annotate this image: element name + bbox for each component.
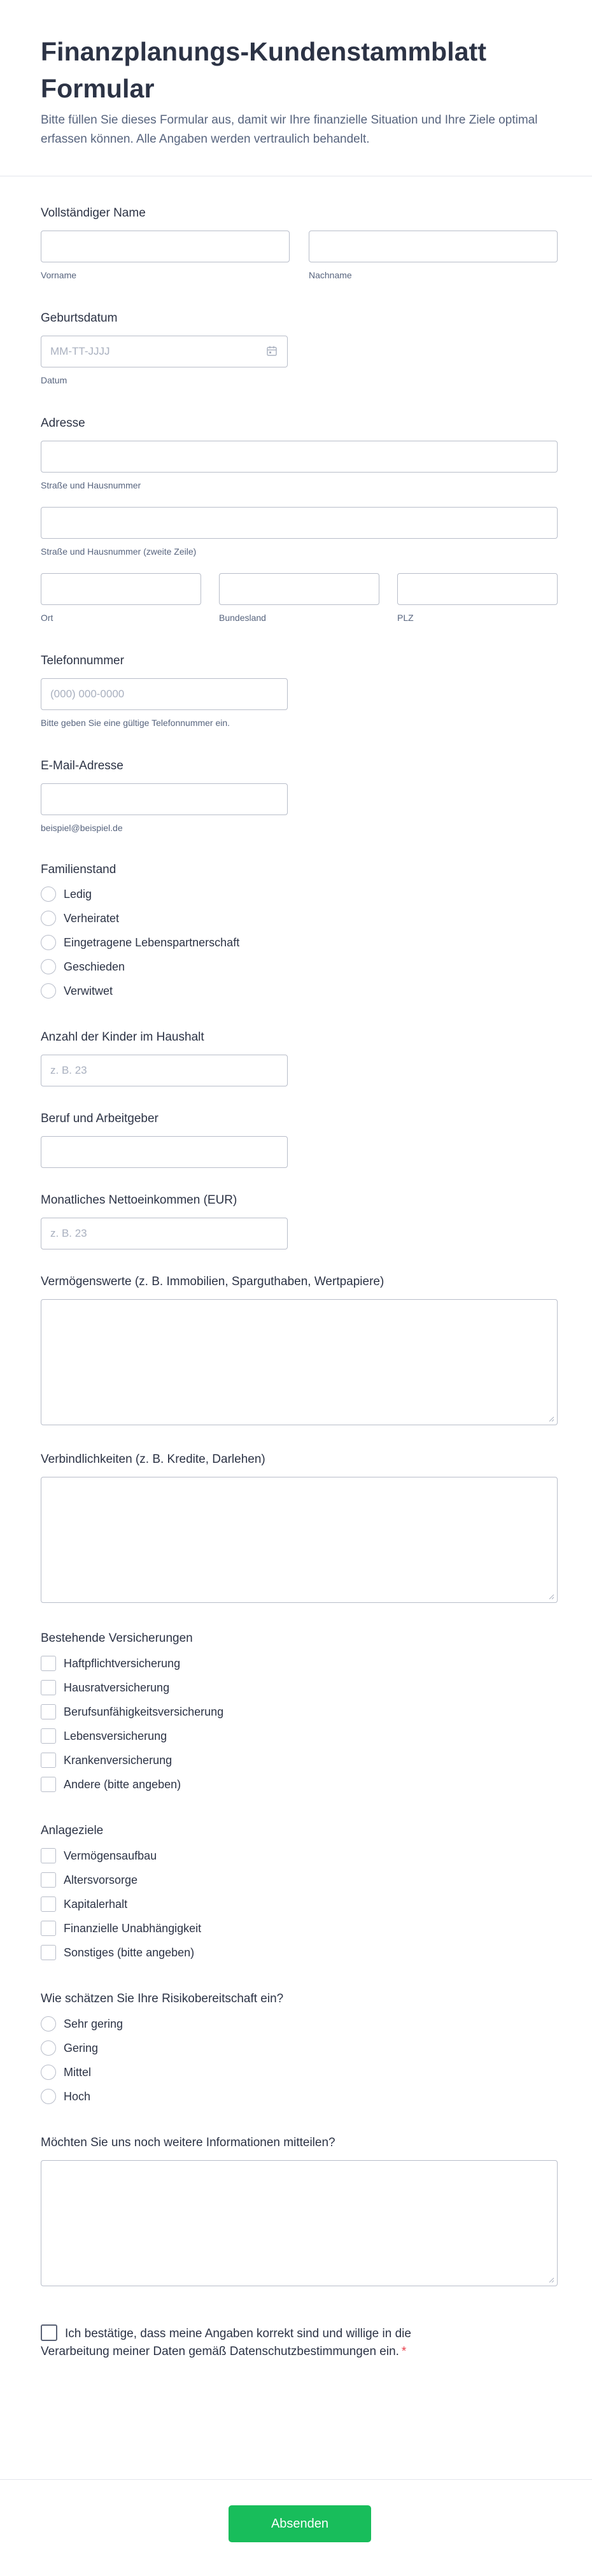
phone-sublabel: Bitte geben Sie eine gültige Telefonnummer ein. <box>41 718 230 728</box>
resize-grip-icon[interactable] <box>548 2277 554 2283</box>
field-label: Beruf und Arbeitgeber <box>41 1112 159 1125</box>
resize-grip-icon[interactable] <box>548 1593 554 1600</box>
field-phone <box>41 653 592 729</box>
checkbox[interactable] <box>41 1777 56 1792</box>
zip-input[interactable] <box>397 573 558 605</box>
checkbox[interactable] <box>41 1680 56 1695</box>
field-liabilities <box>41 1452 592 1603</box>
checkbox-label: Haftpflichtversicherung <box>64 1656 181 1670</box>
field-label: Anzahl der Kinder im Haushalt <box>41 1030 204 1044</box>
field-label: Anlageziele <box>41 1824 104 1837</box>
field-label: Geburtsdatum <box>41 311 118 325</box>
birthdate-sublabel: Datum <box>41 375 67 385</box>
checkbox-option[interactable] <box>41 1676 592 1700</box>
zip-sublabel: PLZ <box>397 613 414 623</box>
checkbox-label: Sonstiges (bitte angeben) <box>64 1946 195 1959</box>
radio-label: Hoch <box>64 2089 91 2103</box>
checkbox-option[interactable] <box>41 1916 592 1940</box>
resize-grip-icon[interactable] <box>548 1416 554 1422</box>
radio-label: Verheiratet <box>64 911 120 925</box>
form-header <box>0 0 592 176</box>
radio-option[interactable] <box>41 2060 592 2084</box>
field-risk-tolerance <box>41 1991 592 2109</box>
radio-button[interactable] <box>41 2040 56 2056</box>
field-investment-goals <box>41 1823 592 1965</box>
radio-label: Geschieden <box>64 960 125 973</box>
radio-option[interactable] <box>41 2084 592 2109</box>
checkbox-label: Berufsunfähigkeitsversicherung <box>64 1705 224 1718</box>
field-label: Bestehende Versicherungen <box>41 1632 193 1645</box>
form-description: Bitte füllen Sie dieses Formular aus, damit wir Ihre finanzielle Situation und Ihre Ziele optimal erfassen können. Alle Angaben werden vertraulich behandelt. <box>41 113 538 146</box>
children-input[interactable] <box>41 1055 288 1086</box>
field-label: Wie schätzen Sie Ihre Risikobereitschaft ein? <box>41 1992 284 2005</box>
radio-label: Sehr gering <box>64 2017 123 2030</box>
field-additional-info <box>41 2135 592 2286</box>
checkbox-option[interactable] <box>41 1940 592 1965</box>
radio-option[interactable] <box>41 882 592 906</box>
checkbox-option[interactable] <box>41 1868 592 1892</box>
radio-button[interactable] <box>41 2065 56 2080</box>
checkbox-option[interactable] <box>41 1892 592 1916</box>
form-title: Finanzplanungs-Kundenstammblatt Formular <box>41 37 487 103</box>
assets-textarea[interactable] <box>41 1299 558 1425</box>
field-income <box>41 1193 592 1249</box>
last-name-sublabel: Nachname <box>309 270 352 280</box>
field-occupation <box>41 1111 592 1168</box>
field-marital-status <box>41 862 592 1003</box>
radio-button[interactable] <box>41 886 56 902</box>
street2-sublabel: Straße und Hausnummer (zweite Zeile) <box>41 546 197 557</box>
radio-option[interactable] <box>41 2036 592 2060</box>
consent-line-1: Ich bestätige, dass meine Angaben korrekt sind und willige in die <box>65 2327 411 2340</box>
radio-button[interactable] <box>41 2016 56 2032</box>
checkbox-label: Finanzielle Unabhängigkeit <box>64 1921 202 1935</box>
checkbox-option[interactable] <box>41 1772 592 1797</box>
radio-label: Eingetragene Lebenspartnerschaft <box>64 936 240 949</box>
last-name-input[interactable] <box>309 231 558 262</box>
radio-label: Verwitwet <box>64 984 113 997</box>
checkbox[interactable] <box>41 1848 56 1863</box>
radio-button[interactable] <box>41 959 56 974</box>
calendar-icon[interactable] <box>266 345 278 357</box>
phone-input[interactable] <box>41 678 288 710</box>
field-label: Adresse <box>41 416 85 430</box>
radio-label: Gering <box>64 2041 99 2054</box>
checkbox-label: Kapitalerhalt <box>64 1897 128 1911</box>
radio-option[interactable] <box>41 979 592 1003</box>
checkbox[interactable] <box>41 1896 56 1912</box>
field-birthdate <box>41 311 592 386</box>
checkbox-option[interactable] <box>41 1748 592 1772</box>
field-assets <box>41 1274 592 1425</box>
checkbox[interactable] <box>41 1704 56 1719</box>
checkbox-label: Hausratversicherung <box>64 1681 170 1694</box>
field-children <box>41 1030 592 1086</box>
checkbox-label: Andere (bitte angeben) <box>64 1777 181 1791</box>
liabilities-textarea[interactable] <box>41 1477 558 1603</box>
field-address <box>41 416 592 623</box>
submit-button[interactable]: Absenden <box>229 2505 371 2542</box>
first-name-input[interactable] <box>41 231 290 262</box>
radio-button[interactable] <box>41 983 56 999</box>
checkbox-label: Altersvorsorge <box>64 1873 138 1886</box>
city-sublabel: Ort <box>41 613 53 623</box>
field-insurance <box>41 1631 592 1797</box>
occupation-input[interactable] <box>41 1136 288 1168</box>
checkbox-option[interactable] <box>41 1700 592 1724</box>
checkbox[interactable] <box>41 1872 56 1888</box>
consent-checkbox-field[interactable] <box>41 2323 499 2361</box>
field-label: Monatliches Nettoeinkommen (EUR) <box>41 1193 237 1207</box>
radio-option[interactable] <box>41 930 592 955</box>
form-footer <box>0 2479 592 2576</box>
consent-checkbox[interactable] <box>41 2324 57 2341</box>
checkbox-label: Vermögensaufbau <box>64 1849 157 1862</box>
field-label: Verbindlichkeiten (z. B. Kredite, Darlehen) <box>41 1453 265 1466</box>
form-body <box>0 176 592 2361</box>
radio-button[interactable] <box>41 935 56 950</box>
checkbox[interactable] <box>41 1753 56 1768</box>
field-label: Vermögenswerte (z. B. Immobilien, Sparguthaben, Wertpapiere) <box>41 1275 384 1288</box>
checkbox-label: Krankenversicherung <box>64 1753 173 1767</box>
field-label: Möchten Sie uns noch weitere Informationen mitteilen? <box>41 2136 335 2149</box>
checkbox-option[interactable] <box>41 1724 592 1748</box>
field-full-name <box>41 206 592 281</box>
checkbox[interactable] <box>41 1656 56 1671</box>
radio-option[interactable] <box>41 955 592 979</box>
state-input[interactable] <box>219 573 379 605</box>
field-email <box>41 758 592 834</box>
street2-input[interactable] <box>41 507 558 539</box>
radio-option[interactable] <box>41 2012 592 2036</box>
additional-info-textarea[interactable] <box>41 2160 558 2286</box>
city-input[interactable] <box>41 573 201 605</box>
consent-line-2: Verarbeitung meiner Daten gemäß Datenschutzbestimmungen ein. <box>41 2345 399 2358</box>
field-label: Familienstand <box>41 863 116 876</box>
income-input[interactable] <box>41 1218 288 1249</box>
radio-option[interactable] <box>41 906 592 930</box>
date-picker <box>41 336 288 367</box>
email-sublabel: beispiel@beispiel.de <box>41 823 123 833</box>
field-label: Vollständiger Name <box>41 206 146 220</box>
street-sublabel: Straße und Hausnummer <box>41 480 141 490</box>
radio-button[interactable] <box>41 2089 56 2104</box>
radio-label: Mittel <box>64 2065 92 2079</box>
field-label: Telefonnummer <box>41 654 124 667</box>
street-input[interactable] <box>41 441 558 473</box>
consent-text <box>41 2323 411 2361</box>
checkbox[interactable] <box>41 1945 56 1960</box>
checkbox[interactable] <box>41 1921 56 1936</box>
first-name-sublabel: Vorname <box>41 270 77 280</box>
birthdate-input[interactable] <box>41 336 288 367</box>
required-mark: * <box>401 2345 407 2358</box>
radio-button[interactable] <box>41 911 56 926</box>
email-input[interactable] <box>41 783 288 815</box>
checkbox[interactable] <box>41 1728 56 1744</box>
radio-label: Ledig <box>64 887 92 900</box>
checkbox-option[interactable] <box>41 1844 592 1868</box>
state-sublabel: Bundesland <box>219 613 266 623</box>
field-label: E-Mail-Adresse <box>41 759 123 772</box>
checkbox-option[interactable] <box>41 1651 592 1676</box>
checkbox-label: Lebensversicherung <box>64 1729 167 1742</box>
